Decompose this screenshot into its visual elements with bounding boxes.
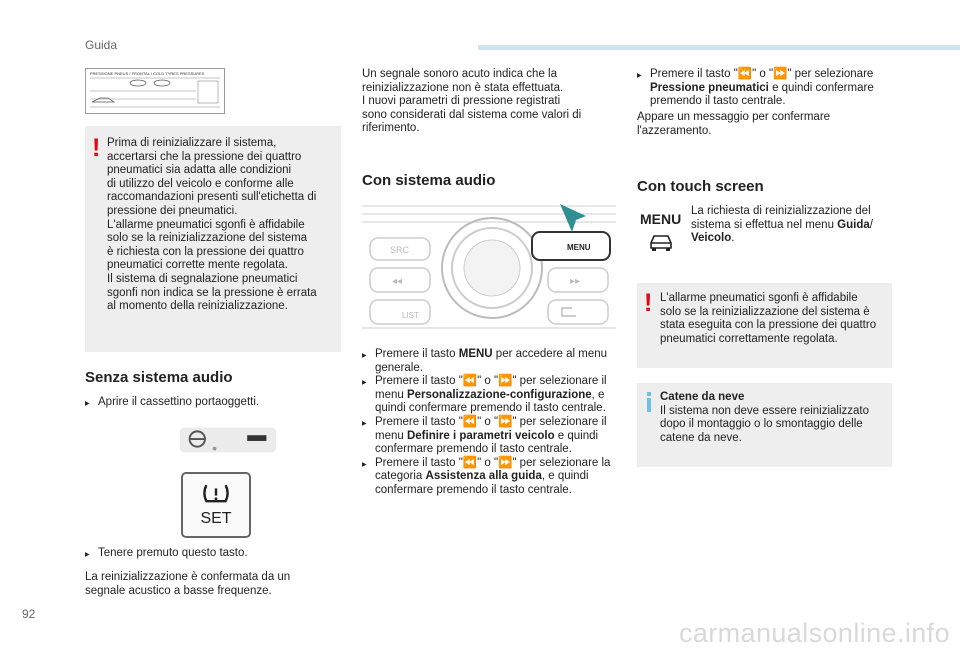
info-icon-bar <box>647 398 651 412</box>
step-item: ▶ Premere il tasto "⏪" o "⏩" per selezionare Pressione pneumatici e quindi confermare premendo il tasto centrale. <box>637 68 892 109</box>
step-item: ▶ Premere il tasto "⏪" o "⏩" per selezionare il menu Personalizzazione-configurazione, e quindi confermare premendo il tasto centrale. <box>362 375 618 416</box>
warning-icon: ! <box>92 134 101 162</box>
step-item: ▶ Premere il tasto MENU per accedere al menu generale. <box>362 348 618 375</box>
steps-con-audio <box>362 348 618 498</box>
header-bar <box>478 45 960 50</box>
car-icon <box>648 232 674 252</box>
step-item: ▶ Premere il tasto "⏪" o "⏩" per selezionare la categoria Assistenza alla guida, e quindi confermare premendo il tasto centrale. <box>362 457 618 498</box>
tpms-warning-icon <box>200 482 232 506</box>
heading-con-sistema-audio: Con sistema audio <box>362 172 496 189</box>
tpms-set-button[interactable] <box>181 472 251 538</box>
section-header: Guida <box>85 38 118 52</box>
confirm-text: La reinizializzazione è confermata da un segnale acustico a basse frequenze. <box>85 571 291 597</box>
audio-src-label: SRC <box>390 245 410 255</box>
heading-senza-sistema-audio: Senza sistema audio <box>85 369 233 386</box>
info-text-snow-chains: Catene da neve Il sistema non deve essere reinizializzato dopo il montaggio o lo smontaggio delle catene da neve. <box>660 391 870 444</box>
menu-icon-label: MENU <box>640 211 682 227</box>
touch-screen-text: La richiesta di reinizializzazione del sistema si effettua nel menu Guida/ Veicolo. <box>691 205 873 245</box>
warning-text-reset: Prima di reinizializzare il sistema, accertarsi che la pressione dei quattro pneumatici sia adatta alle condizioni di utilizzo del veicolo e conforme alle raccomandazioni presenti sull'etichetta di pressione dei pneumatici. L'allarme pneumatici sgonfi è affidabile solo se la reinizializzazione del sistema è richiesta con la pressione dei quattro pneumatici corrette mente regolata. Il sistema di segnalazione pneumatici sgonfi non indica se la pressione è errata al momento della reinizializzazione. <box>107 137 317 313</box>
audio-list-label: LIST <box>402 311 419 320</box>
svg-text:◂◂: ◂◂ <box>392 276 403 287</box>
audio-system-illustration <box>362 202 616 332</box>
step-item: ▶ Aprire il cassettino portaoggetti. <box>85 396 341 410</box>
confirm-reset-text: Appare un messaggio per confermare l'azzeramento. <box>637 111 831 137</box>
intro-text: Un segnale sonoro acuto indica che la reinizializzazione non è stata effettuata. I nuovi parametri di pressione registrati sono considerati dal sistema come valori di riferimento. <box>362 68 582 135</box>
heading-con-touch-screen: Con touch screen <box>637 178 764 195</box>
svg-text:▸▸: ▸▸ <box>570 276 581 287</box>
steps-senza-audio-1 <box>85 396 341 410</box>
audio-menu-label: MENU <box>567 243 591 252</box>
warning-text-touch: L'allarme pneumatici sgonfi è affidabile solo se la reinizializzazione del sistema è stata eseguita con la pressione dei quattro pneumatici correttamente regolata. <box>660 292 877 345</box>
step-item: ▶ Tenere premuto questo tasto. <box>85 547 341 561</box>
steps-col3 <box>637 68 892 109</box>
dashboard-icon-strip <box>180 425 276 455</box>
warning-icon: ! <box>644 289 653 317</box>
watermark: carmanualsonline.info <box>678 618 950 648</box>
page-number: 92 <box>22 607 36 621</box>
label-title: PRESSIONE PNEUS / FRONTAL / COLD TYRES PRESSURES <box>90 71 205 76</box>
step-item: ▶ Premere il tasto "⏪" o "⏩" per selezionare il menu Definire i parametri veicolo e quindi confermare premendo il tasto centrale. <box>362 416 618 457</box>
steps-senza-audio-2 <box>85 547 341 561</box>
tyre-pressure-label-image <box>85 68 225 114</box>
info-icon <box>647 392 651 396</box>
tpms-button-label: SET <box>200 510 232 527</box>
